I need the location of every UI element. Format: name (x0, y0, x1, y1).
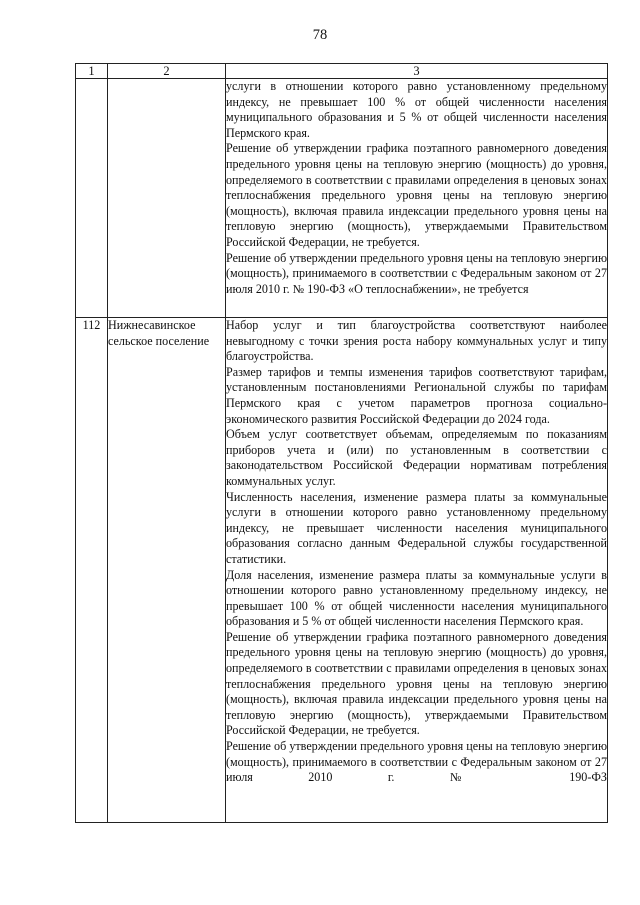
page-number: 78 (312, 27, 328, 43)
data-table (75, 63, 608, 823)
table-row-continuation (76, 79, 608, 318)
row-number-cell (76, 79, 108, 318)
table-row-112 (76, 318, 608, 823)
description-paragraph: Решение об утверждении графика поэтапного равномерного доведения предельного уровня цены на тепловую энергию (мощность) до уровня, определяемого в соответствии с правилами определения в ценовых зонах теплоснабжения предельного уровня цены на тепловую энергию (мощность), включая правила индексации предельного уровня цены на тепловую энергию (мощность), утверждаемыми Правительством Российской Федерации, не требуется. (226, 629, 607, 738)
settlement-name-cell: Нижнесавинское сельское поселение (108, 318, 226, 823)
description-cell (226, 79, 608, 318)
description-cell (226, 318, 608, 823)
column-header-1: 1 (76, 64, 108, 79)
description-paragraph: Решение об утверждении предельного уровня цены на тепловую энергию (мощность), принимаемого в соответствии с Федеральным законом от 27 июля 2010 г. № 190-ФЗ «О теплоснабжении», не требуется (226, 250, 607, 296)
settlement-name-cell (108, 79, 226, 318)
description-paragraph: Решение об утверждении предельного уровня цены на тепловую энергию (мощность), принимаемого в соответствии с Федеральным законом от 27 июля 2010 г. № 190-ФЗ (226, 739, 607, 785)
row-number-cell: 112 (76, 318, 108, 823)
column-header-3: 3 (226, 64, 608, 79)
column-header-2: 2 (108, 64, 226, 79)
description-paragraph: услуги в отношении которого равно установленному предельному индексу, не превышает 100 % от общей численности населения муниципального образования и 5 % от общей численности населения Пермского края. (226, 79, 607, 140)
description-paragraph: Доля населения, изменение размера платы за коммунальные услуги в отношении которого равно установленному предельному индексу, не превышает 100 % от общей численности населения муниципального образования и 5 % от общей численности населения Пермского края. (226, 567, 607, 629)
table-header-row (76, 64, 608, 79)
description-paragraph: Набор услуг и тип благоустройства соответствуют наиболее невыгодному с точки зрения роста набору коммунальных услуг и типу благоустройства. (226, 318, 607, 364)
description-paragraph: Размер тарифов и темпы изменения тарифов соответствуют тарифам, установленным постановлениями Региональной службы по тарифам Пермского края с учетом параметров прогноза социально-экономического развития Российской Федерации до 2024 года. (226, 364, 607, 426)
description-paragraph: Решение об утверждении графика поэтапного равномерного доведения предельного уровня цены на тепловую энергию (мощность) до уровня, определяемого в соответствии с правилами определения в ценовых зонах теплоснабжения предельного уровня цены на тепловую энергию (мощность), включая правила индексации предельного уровня цены на тепловую энергию (мощность), утверждаемыми Правительством Российской Федерации, не требуется. (226, 141, 607, 249)
description-paragraph: Численность населения, изменение размера платы за коммунальные услуги в отношении которого равно установленному предельному индексу, не превышает численности населения муниципального образования согласно данным Федеральной службы государственной статистики. (226, 489, 607, 566)
description-paragraph: Объем услуг соответствует объемам, определяемым по показаниям приборов учета и (или) по установленным в соответствии с законодательством Российской Федерации нормативам потребления коммунальных услуг. (226, 427, 607, 488)
